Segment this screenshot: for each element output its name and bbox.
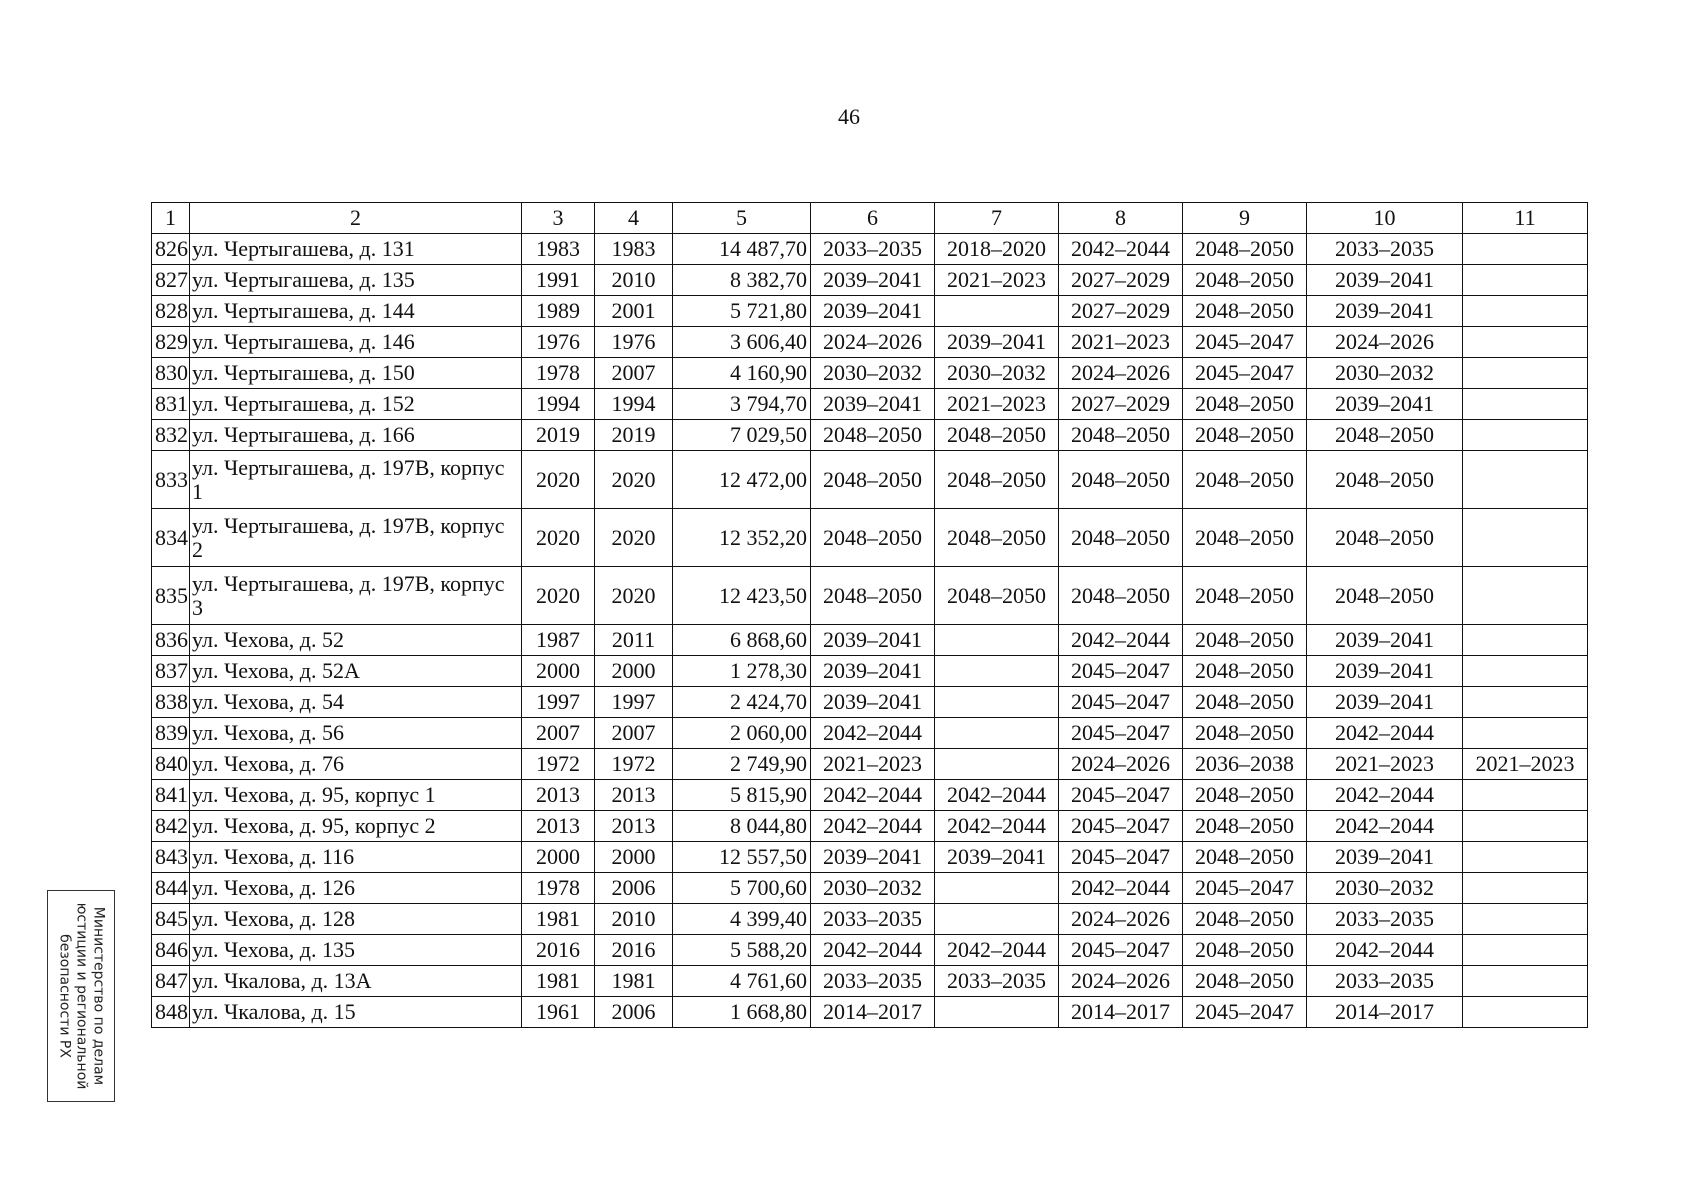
table-cell: 5 700,60 [673,873,811,904]
table-cell: 2021–2023 [811,749,935,780]
table-cell: 1989 [522,296,595,327]
table-cell: 1981 [595,966,673,997]
table-cell [935,656,1059,687]
column-header: 4 [595,203,673,234]
table-cell: 2048–2050 [1183,567,1307,625]
table-cell: 2024–2026 [1059,358,1183,389]
table-cell: 2033–2035 [811,966,935,997]
table-cell: 846 [152,935,190,966]
table-cell: 2021–2023 [1463,749,1588,780]
table-cell: 2033–2035 [811,234,935,265]
table-cell: ул. Чертыгашева, д. 152 [190,389,522,420]
table-row [152,265,1588,296]
table-cell [1463,389,1588,420]
table-cell: 2048–2050 [1183,842,1307,873]
table-cell: 828 [152,296,190,327]
table-cell: 2048–2050 [935,567,1059,625]
table-cell: 2048–2050 [935,420,1059,451]
table-cell: 1972 [522,749,595,780]
table-cell: 2042–2044 [1059,234,1183,265]
table-cell [935,718,1059,749]
table-cell: 8 044,80 [673,811,811,842]
table-cell [935,296,1059,327]
table-cell: 2048–2050 [1183,966,1307,997]
page-number: 46 [838,104,860,129]
table-cell: 1987 [522,625,595,656]
table-cell: 2019 [595,420,673,451]
table-cell: 2045–2047 [1183,327,1307,358]
table-cell: 2024–2026 [1059,966,1183,997]
table-cell: 1978 [522,358,595,389]
table-cell: 1983 [595,234,673,265]
table-cell: 7 029,50 [673,420,811,451]
table-cell: 2020 [522,451,595,509]
table-cell: 2042–2044 [1307,811,1463,842]
table-row [152,997,1588,1028]
table-cell: ул. Чехова, д. 95, корпус 1 [190,780,522,811]
table-cell: 2042–2044 [935,780,1059,811]
table-cell: 837 [152,656,190,687]
table-cell: 4 761,60 [673,966,811,997]
table-cell: 836 [152,625,190,656]
table-cell: ул. Чертыгашева, д. 197В, корпус 3 [190,567,522,625]
table-cell [1463,718,1588,749]
table-cell: 1976 [522,327,595,358]
table-cell: 2048–2050 [1307,567,1463,625]
column-header: 10 [1307,203,1463,234]
table-cell: 2007 [522,718,595,749]
table-cell: 2048–2050 [1183,656,1307,687]
table-row [152,389,1588,420]
table-cell: 2048–2050 [1059,567,1183,625]
table-cell: 2048–2050 [1183,296,1307,327]
table-cell: 8 382,70 [673,265,811,296]
table-cell [1463,358,1588,389]
table-cell: 5 721,80 [673,296,811,327]
table-cell: 3 794,70 [673,389,811,420]
column-header: 7 [935,203,1059,234]
table-cell: 2048–2050 [1183,935,1307,966]
table-cell: 2020 [595,567,673,625]
table-cell: 2045–2047 [1059,687,1183,718]
table-cell: 2016 [522,935,595,966]
table-cell: 1997 [595,687,673,718]
table-cell: ул. Чертыгашева, д. 197В, корпус 2 [190,509,522,567]
table-cell: 2021–2023 [935,265,1059,296]
table-cell: 2030–2032 [811,358,935,389]
table-cell: 2007 [595,358,673,389]
table-cell: 2039–2041 [1307,656,1463,687]
table-cell: 1991 [522,265,595,296]
table-cell: 2048–2050 [1307,420,1463,451]
table-cell: 2033–2035 [811,904,935,935]
table-cell: 2048–2050 [1183,625,1307,656]
table-cell: 2042–2044 [811,811,935,842]
table-cell: 2048–2050 [935,451,1059,509]
table-cell: 2020 [522,567,595,625]
table-cell: 2048–2050 [1183,389,1307,420]
table-cell: 2030–2032 [811,873,935,904]
table-cell: 848 [152,997,190,1028]
table-cell: 2045–2047 [1059,842,1183,873]
table-cell: 2039–2041 [935,842,1059,873]
table-cell: 839 [152,718,190,749]
table-cell: 2042–2044 [1307,718,1463,749]
table-cell: ул. Чехова, д. 126 [190,873,522,904]
table-cell: 2045–2047 [1059,718,1183,749]
table-cell: ул. Чехова, д. 128 [190,904,522,935]
table-cell: 2027–2029 [1059,265,1183,296]
table-cell: 1972 [595,749,673,780]
table-cell: 2048–2050 [1307,451,1463,509]
table-cell: 2000 [595,842,673,873]
table-cell: 1 668,80 [673,997,811,1028]
column-header: 8 [1059,203,1183,234]
stamp-text [56,890,107,1102]
table-cell: 2048–2050 [811,451,935,509]
table-cell: 4 160,90 [673,358,811,389]
table-cell: 835 [152,567,190,625]
table-cell: ул. Чертыгашева, д. 144 [190,296,522,327]
table-cell: 2021–2023 [935,389,1059,420]
table-cell: ул. Чертыгашева, д. 150 [190,358,522,389]
table-cell [935,873,1059,904]
table-cell: 2021–2023 [1307,749,1463,780]
table-cell: 827 [152,265,190,296]
table-cell: 2048–2050 [1059,509,1183,567]
table-cell: 2048–2050 [1183,420,1307,451]
table-cell: 2000 [522,842,595,873]
table-cell: 2018–2020 [935,234,1059,265]
table-cell: 2042–2044 [1307,780,1463,811]
table-cell [1463,234,1588,265]
table-cell: 2013 [522,780,595,811]
table-cell: 12 423,50 [673,567,811,625]
table-cell: 2027–2029 [1059,389,1183,420]
table-cell: 2039–2041 [1307,296,1463,327]
table-cell: 2013 [595,811,673,842]
table-header-row [152,203,1588,234]
table-cell: 832 [152,420,190,451]
table-cell [1463,656,1588,687]
table-cell: 2039–2041 [811,656,935,687]
table-row [152,327,1588,358]
table-cell: ул. Чкалова, д. 15 [190,997,522,1028]
table-cell: 840 [152,749,190,780]
table-cell: 2010 [595,265,673,296]
table-cell: 2013 [595,780,673,811]
table-cell: 2042–2044 [811,780,935,811]
table-row [152,687,1588,718]
table-cell [1463,327,1588,358]
table-cell: 2048–2050 [1183,234,1307,265]
table-cell: 2048–2050 [811,420,935,451]
table-row [152,966,1588,997]
table-cell [1463,420,1588,451]
table-cell: 2 424,70 [673,687,811,718]
table-cell: 2048–2050 [935,509,1059,567]
table-cell [1463,966,1588,997]
table-cell: 2042–2044 [935,811,1059,842]
table-cell [1463,451,1588,509]
table-cell: 2030–2032 [1307,358,1463,389]
table-cell: 2039–2041 [811,265,935,296]
table-cell [935,625,1059,656]
table-cell: 2045–2047 [1183,873,1307,904]
table-cell [1463,625,1588,656]
table-cell: 2007 [595,718,673,749]
table-cell: 2039–2041 [1307,842,1463,873]
table-cell: 2001 [595,296,673,327]
table-cell: ул. Чехова, д. 135 [190,935,522,966]
table-cell: 2045–2047 [1059,780,1183,811]
table-row [152,451,1588,509]
table-cell: 2033–2035 [1307,904,1463,935]
table-cell: 1961 [522,997,595,1028]
table-row [152,780,1588,811]
table-cell [1463,904,1588,935]
table-cell: 2006 [595,997,673,1028]
table-cell: 2039–2041 [811,842,935,873]
table-cell: 2048–2050 [1059,420,1183,451]
table-cell: ул. Чертыгашева, д. 197В, корпус 1 [190,451,522,509]
table-cell: 2048–2050 [1183,265,1307,296]
table-cell [935,749,1059,780]
column-header: 9 [1183,203,1307,234]
table-cell: 2048–2050 [1183,904,1307,935]
table-cell: 2039–2041 [1307,265,1463,296]
table-cell: 847 [152,966,190,997]
column-header: 2 [190,203,522,234]
document-table [151,202,1588,1028]
table-cell: 2042–2044 [811,935,935,966]
table-cell: 2010 [595,904,673,935]
table-cell: 2036–2038 [1183,749,1307,780]
table-cell: 2024–2026 [811,327,935,358]
table-cell: 833 [152,451,190,509]
table-cell [935,997,1059,1028]
table-cell: 2033–2035 [1307,966,1463,997]
table-cell: 2045–2047 [1183,997,1307,1028]
table-cell: 2039–2041 [1307,687,1463,718]
table-cell: 2033–2035 [1307,234,1463,265]
table-row [152,509,1588,567]
table-cell: 2042–2044 [1307,935,1463,966]
column-header: 3 [522,203,595,234]
table-cell: ул. Чехова, д. 56 [190,718,522,749]
table-cell: 2039–2041 [811,296,935,327]
table-cell: 2048–2050 [811,509,935,567]
table-cell [1463,296,1588,327]
table-cell: 2048–2050 [1183,811,1307,842]
stamp-line-3: безопасности РХ [56,934,73,1058]
table-cell: 2048–2050 [1059,451,1183,509]
table-cell: 5 588,20 [673,935,811,966]
table-cell: 1997 [522,687,595,718]
table-cell: 2048–2050 [1183,451,1307,509]
table-cell [1463,842,1588,873]
table-cell: ул. Чехова, д. 116 [190,842,522,873]
table-cell: 2048–2050 [1183,687,1307,718]
table-cell: 830 [152,358,190,389]
table-row [152,842,1588,873]
table-cell: ул. Чехова, д. 76 [190,749,522,780]
table-body [152,203,1588,1028]
table-cell [1463,811,1588,842]
table-cell: ул. Чехова, д. 54 [190,687,522,718]
table-row [152,625,1588,656]
table-row [152,873,1588,904]
table-cell: 1981 [522,966,595,997]
table-row [152,567,1588,625]
table-cell: 843 [152,842,190,873]
table-row [152,718,1588,749]
table-cell [1463,997,1588,1028]
table-cell: 2020 [595,451,673,509]
table-row [152,234,1588,265]
table-row [152,656,1588,687]
table-cell: 1976 [595,327,673,358]
table-cell: 2039–2041 [1307,389,1463,420]
table-cell: 3 606,40 [673,327,811,358]
table-cell: 2014–2017 [1059,997,1183,1028]
table-cell: 2045–2047 [1059,811,1183,842]
stamp-line-2: юстиции и региональной [73,902,90,1090]
table-cell: 6 868,60 [673,625,811,656]
table-cell: 831 [152,389,190,420]
table-cell: 841 [152,780,190,811]
table-cell [935,904,1059,935]
table-row [152,811,1588,842]
table-cell: 2014–2017 [811,997,935,1028]
table-cell: 1994 [522,389,595,420]
table-cell: 1981 [522,904,595,935]
table-cell: 2006 [595,873,673,904]
column-header: 6 [811,203,935,234]
table-cell: 2024–2026 [1307,327,1463,358]
table-cell: 2039–2041 [1307,625,1463,656]
table-cell [935,687,1059,718]
table-cell: 2000 [522,656,595,687]
table-cell: 2039–2041 [811,625,935,656]
table-cell: 2045–2047 [1059,656,1183,687]
table-cell: 2048–2050 [811,567,935,625]
table-cell: 2024–2026 [1059,904,1183,935]
table-cell [1463,567,1588,625]
table-row [152,904,1588,935]
table-cell: 2039–2041 [935,327,1059,358]
table-cell: 2042–2044 [811,718,935,749]
table-cell: 2045–2047 [1059,935,1183,966]
table-cell: ул. Чертыгашева, д. 135 [190,265,522,296]
table-cell: 842 [152,811,190,842]
ministry-stamp [47,890,115,1102]
table-cell: 4 399,40 [673,904,811,935]
table-cell: 2027–2029 [1059,296,1183,327]
table-cell: 14 487,70 [673,234,811,265]
column-header: 5 [673,203,811,234]
table-cell: 2042–2044 [935,935,1059,966]
table-row [152,420,1588,451]
table-cell: 2048–2050 [1183,780,1307,811]
table-cell: 2014–2017 [1307,997,1463,1028]
table-cell: 2019 [522,420,595,451]
table-cell: 2024–2026 [1059,749,1183,780]
table-cell: 2042–2044 [1059,625,1183,656]
table-cell: 2033–2035 [935,966,1059,997]
table-cell: 1994 [595,389,673,420]
table-cell: 2013 [522,811,595,842]
table-cell: ул. Чертыгашева, д. 146 [190,327,522,358]
table-cell: 829 [152,327,190,358]
table-cell: ул. Чехова, д. 52А [190,656,522,687]
table-cell: 12 472,00 [673,451,811,509]
table-cell: 2 749,90 [673,749,811,780]
column-header: 1 [152,203,190,234]
table-cell [1463,687,1588,718]
table-cell: 2020 [522,509,595,567]
table-cell: ул. Чертыгашева, д. 131 [190,234,522,265]
table-cell: 2045–2047 [1183,358,1307,389]
stamp-line-1: Министерство по делам [90,906,107,1086]
table-cell: 826 [152,234,190,265]
table-cell [1463,265,1588,296]
table-cell: 2021–2023 [1059,327,1183,358]
table-cell [1463,873,1588,904]
table-cell: 2030–2032 [1307,873,1463,904]
table-cell: 834 [152,509,190,567]
table-cell [1463,509,1588,567]
column-header: 11 [1463,203,1588,234]
table-row [152,358,1588,389]
table-cell: 845 [152,904,190,935]
table-cell: 2042–2044 [1059,873,1183,904]
table-cell: 2 060,00 [673,718,811,749]
table-cell: 2048–2050 [1183,509,1307,567]
table-cell: 2011 [595,625,673,656]
table-row [152,749,1588,780]
table-cell: 2020 [595,509,673,567]
table-cell: 2016 [595,935,673,966]
table-cell: 838 [152,687,190,718]
table-cell: 1 278,30 [673,656,811,687]
table-cell [1463,780,1588,811]
table-cell: ул. Чкалова, д. 13А [190,966,522,997]
table-cell: ул. Чехова, д. 52 [190,625,522,656]
table-cell: 2048–2050 [1307,509,1463,567]
table-cell: ул. Чертыгашева, д. 166 [190,420,522,451]
table-cell: 2039–2041 [811,687,935,718]
table-cell: 2048–2050 [1183,718,1307,749]
table-cell: 844 [152,873,190,904]
table-cell: ул. Чехова, д. 95, корпус 2 [190,811,522,842]
table-row [152,296,1588,327]
table-cell: 1983 [522,234,595,265]
table-cell [1463,935,1588,966]
table-cell: 2000 [595,656,673,687]
table-cell: 2039–2041 [811,389,935,420]
table-cell: 2030–2032 [935,358,1059,389]
table-cell: 12 557,50 [673,842,811,873]
table-cell: 12 352,20 [673,509,811,567]
table-cell: 5 815,90 [673,780,811,811]
table-row [152,935,1588,966]
table-cell: 1978 [522,873,595,904]
